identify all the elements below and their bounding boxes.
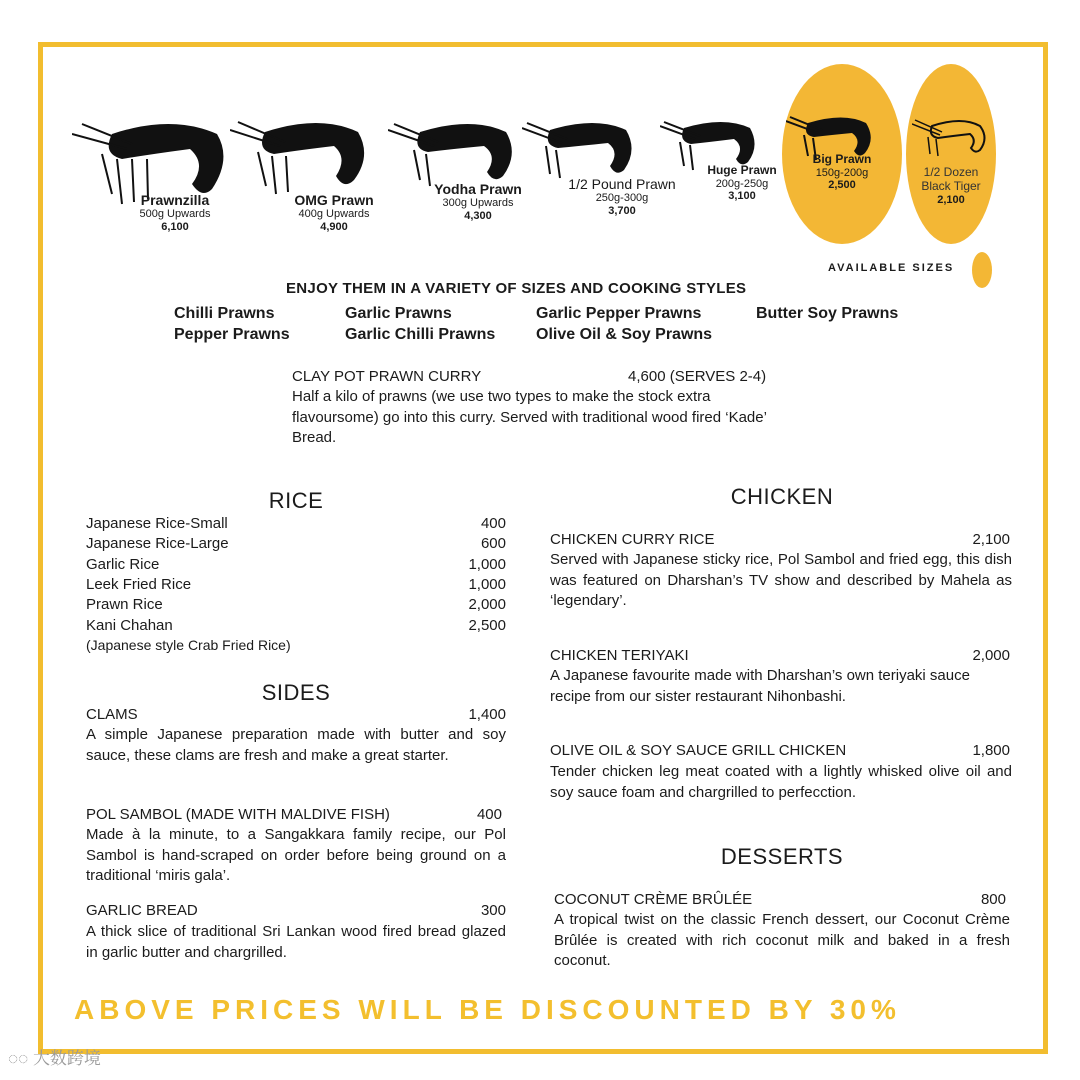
prawn-name: OMG Prawn [294, 192, 374, 208]
prawn-name: 1/2 Dozen [923, 165, 979, 179]
discount-banner [74, 994, 901, 1026]
prawn-price: 6,100 [161, 220, 189, 233]
prawn-name: Prawnzilla [140, 192, 210, 208]
style-item: Garlic Prawns [345, 305, 452, 322]
discount-percent: 30% [829, 994, 901, 1025]
sides-desc: Made à la minute, to a Sangakkara family recipe, our Pol Sambol is hand-scraped on order before being ground on a traditional ‘miris gala’. [86, 826, 506, 884]
rice-item: Garlic Rice [86, 556, 160, 573]
sides-price: 1,400 [468, 706, 506, 723]
prawn-name: Yodha Prawn [434, 181, 522, 197]
prawn-label [700, 164, 784, 203]
rice-price: 400 [480, 515, 506, 532]
rice-price: 600 [480, 535, 506, 552]
prawn-weight: 500g Upwards [139, 208, 211, 221]
dessert-desc: A tropical twist on the classic French dessert, our Coconut Crème Brûlée is created with rich coconut milk and baked in a fresh coconut. [554, 911, 1010, 969]
sides-item: POL SAMBOL (MADE WITH MALDIVE FISH) [86, 806, 390, 823]
chicken-title: CHICKEN [730, 484, 834, 509]
rice-item: Leek Fried Rice [86, 576, 192, 593]
style-item: Garlic Pepper Prawns [536, 305, 702, 322]
prawn-price: 3,700 [608, 204, 636, 217]
style-item: Chilli Prawns [174, 305, 275, 322]
omg-prawn-icon [230, 114, 370, 204]
prawn-label [906, 166, 996, 206]
style-item: Garlic Chilli Prawns [345, 326, 496, 343]
claypot-price: 4,600 (SERVES 2-4) [628, 368, 767, 385]
chicken-desc: Tender chicken leg meat coated with a lightly whisked olive oil and soy sauce foam and chargrilled to perfecction. [550, 763, 1012, 801]
sides-item: GARLIC BREAD [86, 902, 198, 919]
prawn-weight: 250g-300g [595, 192, 649, 205]
style-item: Butter Soy Prawns [756, 305, 899, 322]
watermark-text: 大数跨境 [32, 1049, 101, 1068]
chicken-desc: A Japanese favourite made with Dharshan’s own teriyaki sauce recipe from our sister restaurant Nihonbashi. [550, 667, 970, 705]
watermark-logo-icon: ◌◌ [8, 1049, 33, 1068]
prawn-price: 4,900 [320, 220, 348, 233]
dessert-item: COCONUT CRÈME BRÛLÉE [554, 891, 753, 908]
prawn-name: Big Prawn [812, 152, 872, 166]
prawn-price: 4,300 [464, 209, 492, 222]
style-item: Pepper Prawns [174, 326, 290, 343]
desserts-title: DESSERTS [720, 844, 844, 869]
prawn-label [560, 176, 684, 217]
chicken-desc: Served with Japanese sticky rice, Pol Sambol and fried egg, this dish was featured on Dharshan’s TV show and described by Mahela as ‘legendary’. [550, 551, 1012, 609]
prawn-weight: 400g Upwards [298, 208, 370, 221]
prawn-label [428, 181, 528, 222]
prawn-name: Huge Prawn [707, 163, 777, 177]
style-item: Olive Oil & Soy Prawns [536, 326, 713, 343]
available-sizes-dot [972, 252, 992, 288]
discount-text: ABOVE PRICES WILL BE DISCOUNTED BY [74, 994, 830, 1025]
prawn-label [284, 192, 384, 233]
rice-note: (Japanese style Crab Fried Rice) [86, 637, 291, 653]
prawn-price: 2,500 [828, 179, 856, 192]
claypot-desc: Half a kilo of prawns (we use two types to make the stock extra flavoursome) go into this curry. Served with traditional wood fired ‘Kade’ Bread. [292, 388, 767, 446]
sides-desc: A simple Japanese preparation made with butter and soy sauce, these clams are fresh and make a great starter. [86, 726, 506, 764]
prawn-weight: Black Tiger [921, 178, 981, 193]
chicken-price: 2,100 [972, 531, 1010, 548]
rice-price: 1,000 [468, 576, 506, 593]
available-sizes-label: AVAILABLE SIZES [828, 262, 955, 274]
prawn-weight: 200g-250g [715, 177, 769, 190]
rice-title: RICE [268, 488, 324, 513]
prawn-price: 3,100 [728, 190, 756, 203]
rice-item: Japanese Rice-Small [86, 515, 228, 532]
rice-price: 2,000 [468, 596, 506, 613]
claypot-name: CLAY POT PRAWN CURRY [292, 368, 482, 385]
rice-price: 2,500 [468, 617, 506, 634]
chicken-item: OLIVE OIL & SOY SAUCE GRILL CHICKEN [550, 742, 847, 759]
rice-price: 1,000 [468, 556, 506, 573]
prawn-weight: 300g Upwards [442, 197, 514, 210]
prawn-name: 1/2 Pound Prawn [568, 176, 676, 192]
prawn-label [128, 192, 222, 233]
sides-desc: A thick slice of traditional Sri Lankan wood fired bread glazed in garlic butter and chargrilled. [86, 923, 506, 961]
black-tiger-prawn-icon [912, 116, 990, 160]
chicken-price: 1,800 [972, 742, 1010, 759]
chicken-price: 2,000 [972, 647, 1010, 664]
watermark [8, 1044, 101, 1069]
sides-item: CLAMS [86, 706, 138, 723]
rice-item: Prawn Rice [86, 596, 163, 613]
prawn-price: 2,100 [937, 193, 965, 206]
dessert-price: 800 [980, 891, 1006, 908]
chicken-item: CHICKEN CURRY RICE [550, 531, 715, 548]
styles-heading: ENJOY THEM IN A VARIETY OF SIZES AND COOKING STYLES [286, 280, 747, 297]
prawn-weight: 150g-200g [815, 166, 869, 179]
sides-price: 300 [480, 902, 506, 919]
prawn-label [800, 153, 884, 192]
chicken-item: CHICKEN TERIYAKI [550, 647, 689, 664]
rice-item: Kani Chahan [86, 617, 173, 634]
rice-item: Japanese Rice-Large [86, 535, 229, 552]
sides-price: 400 [476, 806, 502, 823]
sides-title: SIDES [261, 680, 331, 705]
